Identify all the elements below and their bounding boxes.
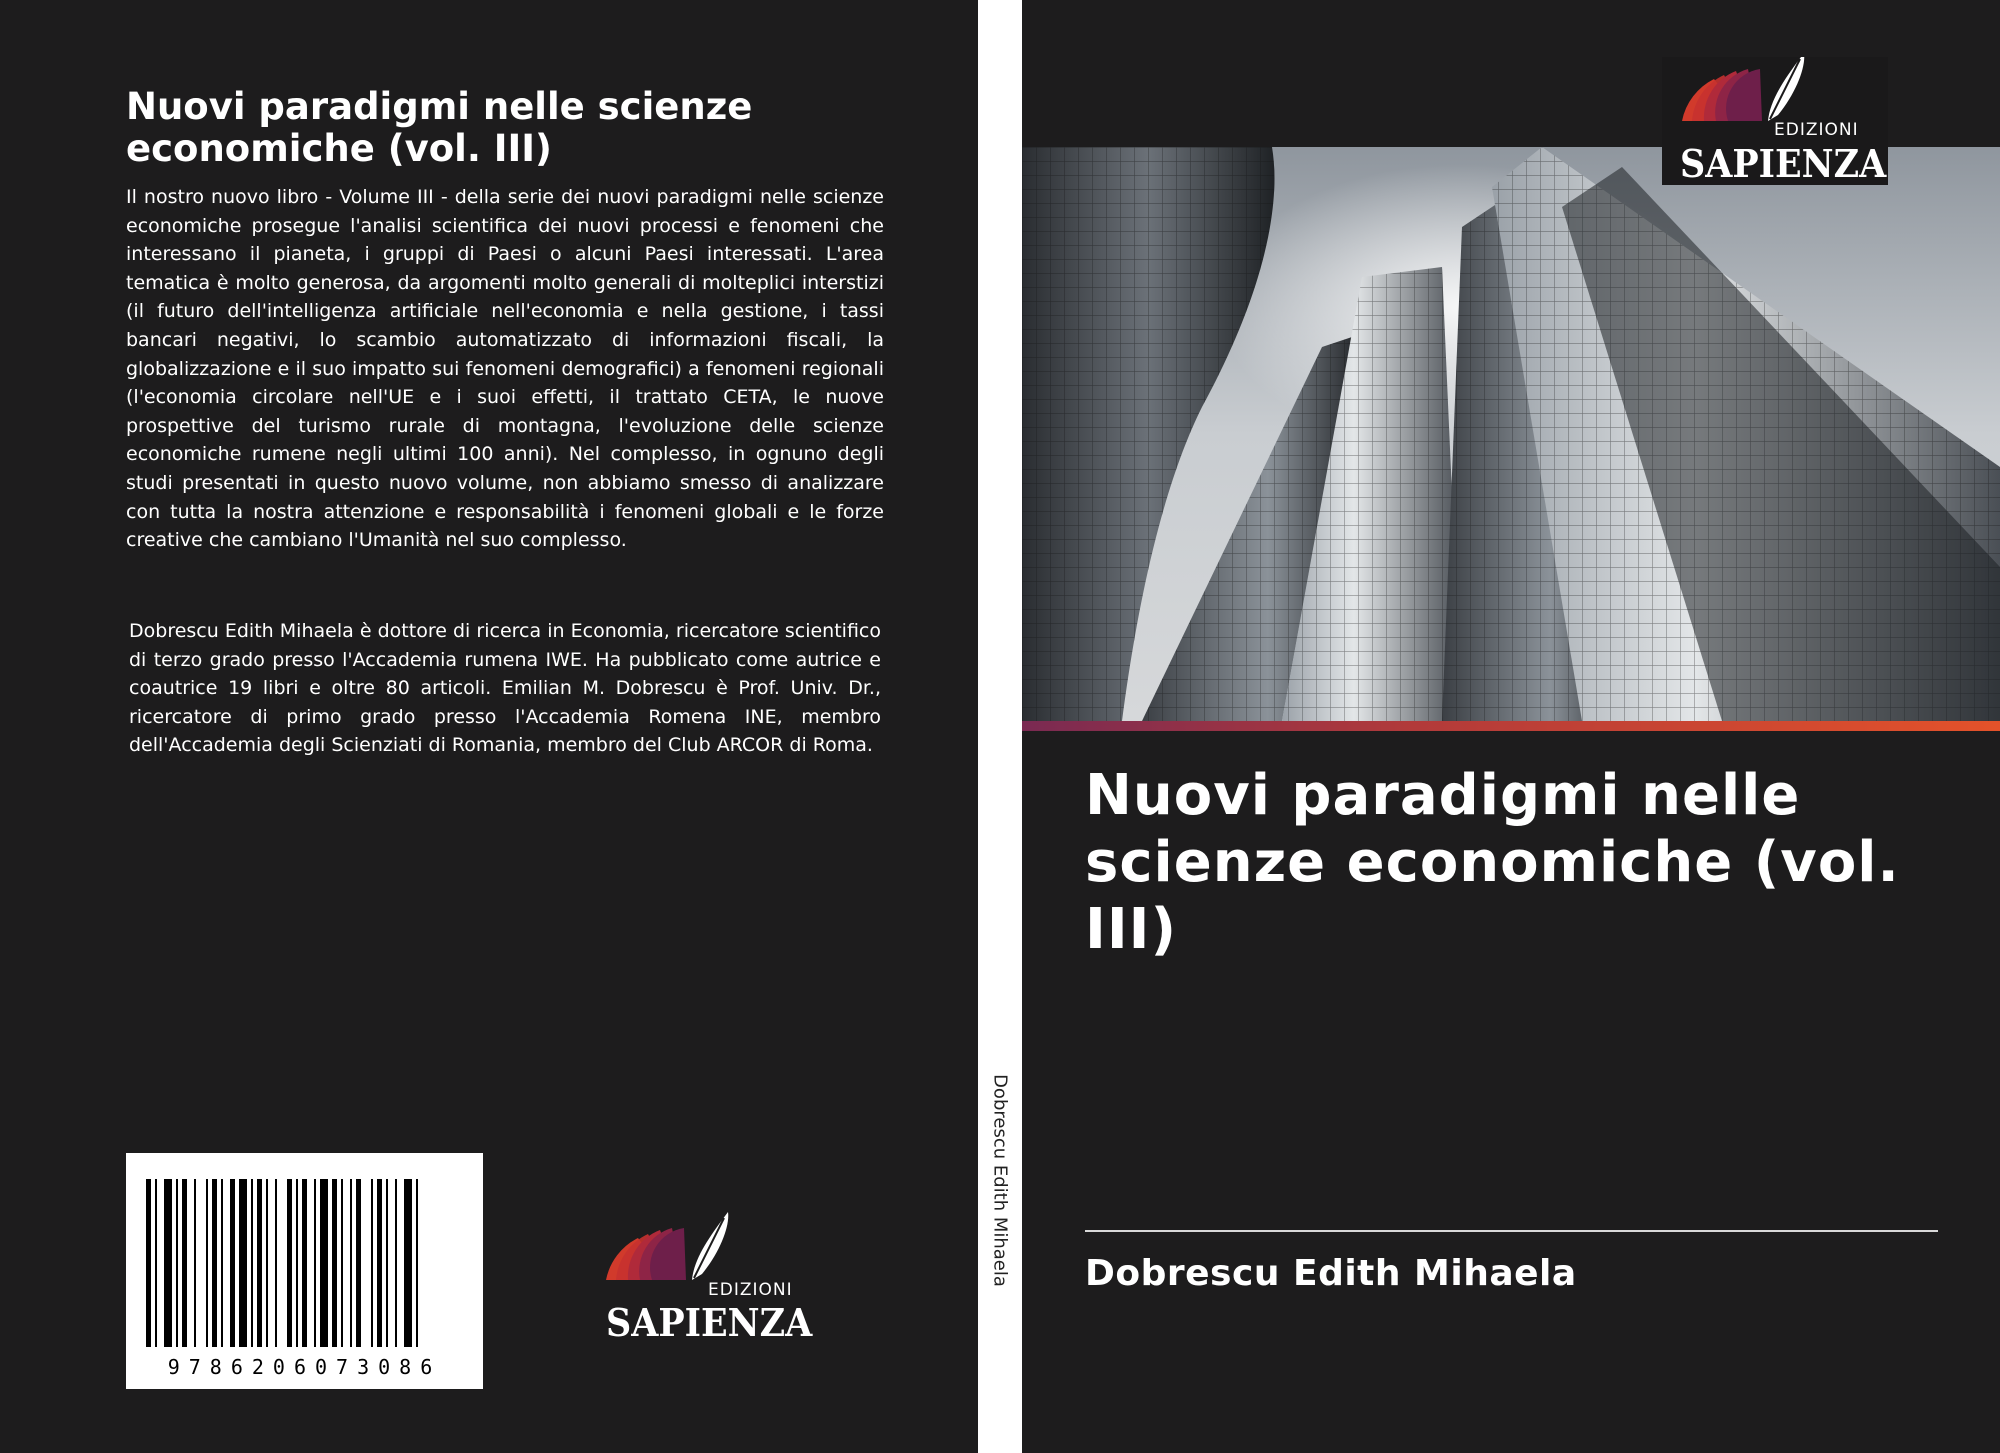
skyscraper-photo <box>1022 147 2000 721</box>
barcode-bar <box>194 1179 196 1347</box>
barcode-bar <box>341 1179 343 1347</box>
barcode-bar <box>296 1179 298 1347</box>
barcode-bar <box>302 1179 307 1347</box>
publisher-logo-back <box>598 1208 820 1350</box>
front-cover-author: Dobrescu Edith Mihaela <box>1085 1253 1577 1294</box>
barcode-bar <box>386 1179 388 1347</box>
back-cover-blurb: Il nostro nuovo libro - Volume III - della serie dei nuovi paradigmi nelle scienze economiche prosegue l'analisi scientifica dei nuovi processi e fenomeni che interessano il pianeta, i gruppi di Paesi o alcuni Paesi interessati. L'area tematica è molto generosa, da argomenti molto generali di molteplici interstizi (il futuro dell'intelligenza artificiale nell'economia e nella gestione, i tassi bancari negativi, lo scambio automatizzato di informazioni fiscali, la globalizzazione e il suo impatto sui fenomeni demografici) a fenomeni regionali (l'economia circolare nell'UE e i suoi effetti, il trattato CETA, le nuove prospettive del turismo rurale di montagna, l'evoluzione delle scienze economiche rumene negli ultimi 100 anni). Nel complesso, in ognuno degli studi presentati in questo nuovo volume, non abbiamo smesso di analizzare con tutta la nostra attenzione e responsabilità i fenomeni globali e le forze creative che cambiano l'Umanità nel suo complesso. <box>126 186 884 552</box>
logo-sapienza-text: SAPIENZA <box>606 1300 813 1345</box>
isbn-barcode <box>126 1153 483 1389</box>
barcode-bar <box>266 1179 268 1347</box>
barcode-bar <box>182 1179 187 1347</box>
barcode-bar <box>275 1179 277 1347</box>
barcode-bar <box>257 1179 262 1347</box>
front-cover-divider <box>1085 1230 1938 1232</box>
barcode-bars <box>126 1153 483 1389</box>
isbn-number: 9786206073086 <box>167 1355 442 1379</box>
barcode-bar <box>212 1179 217 1347</box>
barcode-bar <box>221 1179 223 1347</box>
publisher-logo-front <box>1662 57 1888 185</box>
front-cover-title: Nuovi paradigmi nelle scienze economiche (vol. III) <box>1085 763 1900 962</box>
logo-edizioni-text: EDIZIONI <box>1774 120 1859 140</box>
back-cover-title: Nuovi paradigmi nelle scienze economiche (vol. III) <box>126 85 753 170</box>
barcode-bar <box>155 1179 157 1347</box>
barcode-bar <box>206 1179 208 1347</box>
barcode-bar <box>332 1179 337 1347</box>
barcode-bar <box>377 1179 382 1347</box>
barcode-bar <box>350 1179 352 1347</box>
barcode-bar <box>404 1179 412 1347</box>
accent-bar <box>1022 721 2000 731</box>
barcode-bar <box>251 1179 253 1347</box>
author-bio: Dobrescu Edith Mihaela è dottore di ricerca in Economia, ricercatore scientifico di terzo grado presso l'Accademia rumena IWE. Ha pubblicato come autrice e coautrice 19 libri e oltre 80 articoli. Emilian M. Dobrescu è Prof. Univ. Dr., ricercatore di primo grado presso l'Accademia Romena INE, membro dell'Accademia degli Scienziati di Romania, membro del Club ARCOR di Roma. <box>129 620 881 757</box>
logo-sapienza-text: SAPIENZA <box>1680 141 1887 186</box>
spine-author: Dobrescu Edith Mihaela <box>989 1074 1011 1287</box>
spine-text-container <box>978 1050 1022 1310</box>
logo-edizioni-text: EDIZIONI <box>708 1280 793 1300</box>
barcode-bar <box>239 1179 247 1347</box>
barcode-bar <box>416 1179 418 1347</box>
barcode-bar <box>356 1179 361 1347</box>
barcode-bar <box>371 1179 373 1347</box>
barcode-bar <box>146 1179 151 1347</box>
barcode-bar <box>230 1179 235 1347</box>
barcode-bar <box>314 1179 316 1347</box>
barcode-bar <box>287 1179 292 1347</box>
barcode-bar <box>176 1179 178 1347</box>
barcode-bar <box>395 1179 397 1347</box>
barcode-bar <box>164 1179 172 1347</box>
barcode-bar <box>320 1179 328 1347</box>
